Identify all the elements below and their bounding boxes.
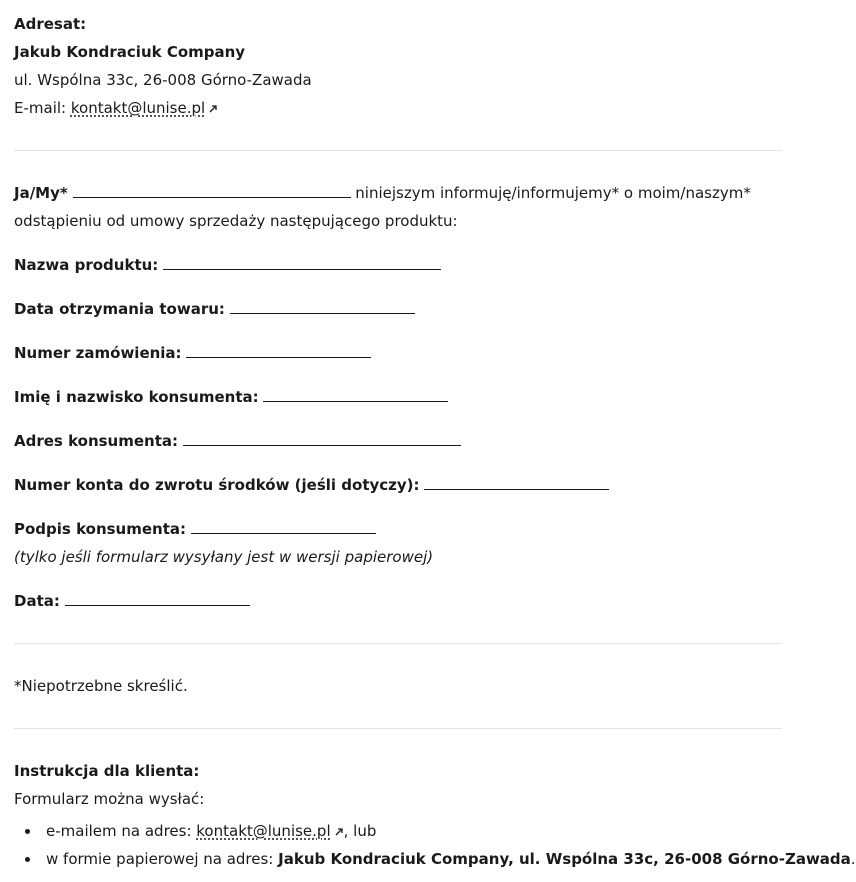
signature-blank[interactable]: [191, 520, 376, 534]
footnote: *Niepotrzebne skreślić.: [14, 677, 188, 695]
item-paper-address: Jakub Kondraciuk Company, ul. Wspólna 33c, 26-008 Górno-Zawada: [278, 850, 851, 868]
consumer-address-label: Adres konsumenta:: [14, 432, 179, 450]
date-label: Data:: [14, 592, 60, 610]
recipient-email-prefix: E-mail:: [14, 99, 71, 117]
recipient-email-line: [14, 98, 218, 118]
instructions-intro: Formularz można wysłać:: [14, 790, 205, 808]
account-number-field: [14, 475, 609, 495]
instructions-item-email: [46, 821, 376, 841]
divider: [14, 150, 782, 151]
consumer-name-label: Imię i nazwisko konsumenta:: [14, 388, 259, 406]
item-paper-prefix: w formie papierowej na adres:: [46, 850, 279, 868]
consumer-name-field: [14, 387, 448, 407]
order-number-field: [14, 343, 371, 363]
instructions-item-paper: [46, 849, 856, 869]
signature-label: Podpis konsumenta:: [14, 520, 187, 538]
order-number-label: Numer zamówienia:: [14, 344, 182, 362]
intro-line-2: odstąpieniu od umowy sprzedaży następującego produktu:: [14, 212, 458, 230]
received-date-field: [14, 299, 415, 319]
item-paper-suffix: .: [850, 850, 856, 868]
divider: [14, 728, 782, 729]
intro-blank-field[interactable]: [73, 184, 351, 198]
instructions-email-link[interactable]: kontakt@lunise.pl: [196, 822, 331, 840]
product-blank[interactable]: [163, 256, 441, 270]
intro-text: niniejszym informuję/informujemy* o moim/naszym*: [355, 184, 751, 202]
intro-label: Ja/My*: [14, 184, 68, 202]
consumer-name-blank[interactable]: [263, 388, 448, 402]
consumer-address-field: [14, 431, 461, 451]
product-label: Nazwa produktu:: [14, 256, 159, 274]
bullet: [25, 829, 30, 834]
account-number-label: Numer konta do zwrotu środków (jeśli dotyczy):: [14, 476, 420, 494]
intro-line: [14, 183, 751, 203]
product-field: [14, 255, 441, 275]
item-email-prefix: e-mailem na adres:: [46, 822, 197, 840]
account-number-blank[interactable]: [424, 476, 609, 490]
external-link-icon: [334, 827, 344, 837]
bullet: [25, 857, 30, 862]
recipient-address: ul. Wspólna 33c, 26-008 Górno-Zawada: [14, 71, 312, 89]
order-number-blank[interactable]: [186, 344, 371, 358]
received-date-blank[interactable]: [230, 300, 415, 314]
consumer-address-blank[interactable]: [183, 432, 461, 446]
recipient-heading: Adresat:: [14, 15, 87, 33]
signature-field: [14, 519, 376, 539]
recipient-email-link[interactable]: kontakt@lunise.pl: [70, 99, 206, 117]
divider: [14, 643, 782, 644]
signature-note: (tylko jeśli formularz wysyłany jest w wersji papierowej): [14, 548, 434, 566]
instructions-heading: Instrukcja dla klienta:: [14, 762, 200, 780]
item-email-suffix: , lub: [343, 822, 377, 840]
date-blank[interactable]: [65, 592, 250, 606]
external-link-icon: [208, 104, 218, 114]
recipient-company: Jakub Kondraciuk Company: [14, 43, 246, 61]
date-field: [14, 591, 250, 611]
received-date-label: Data otrzymania towaru:: [14, 300, 225, 318]
